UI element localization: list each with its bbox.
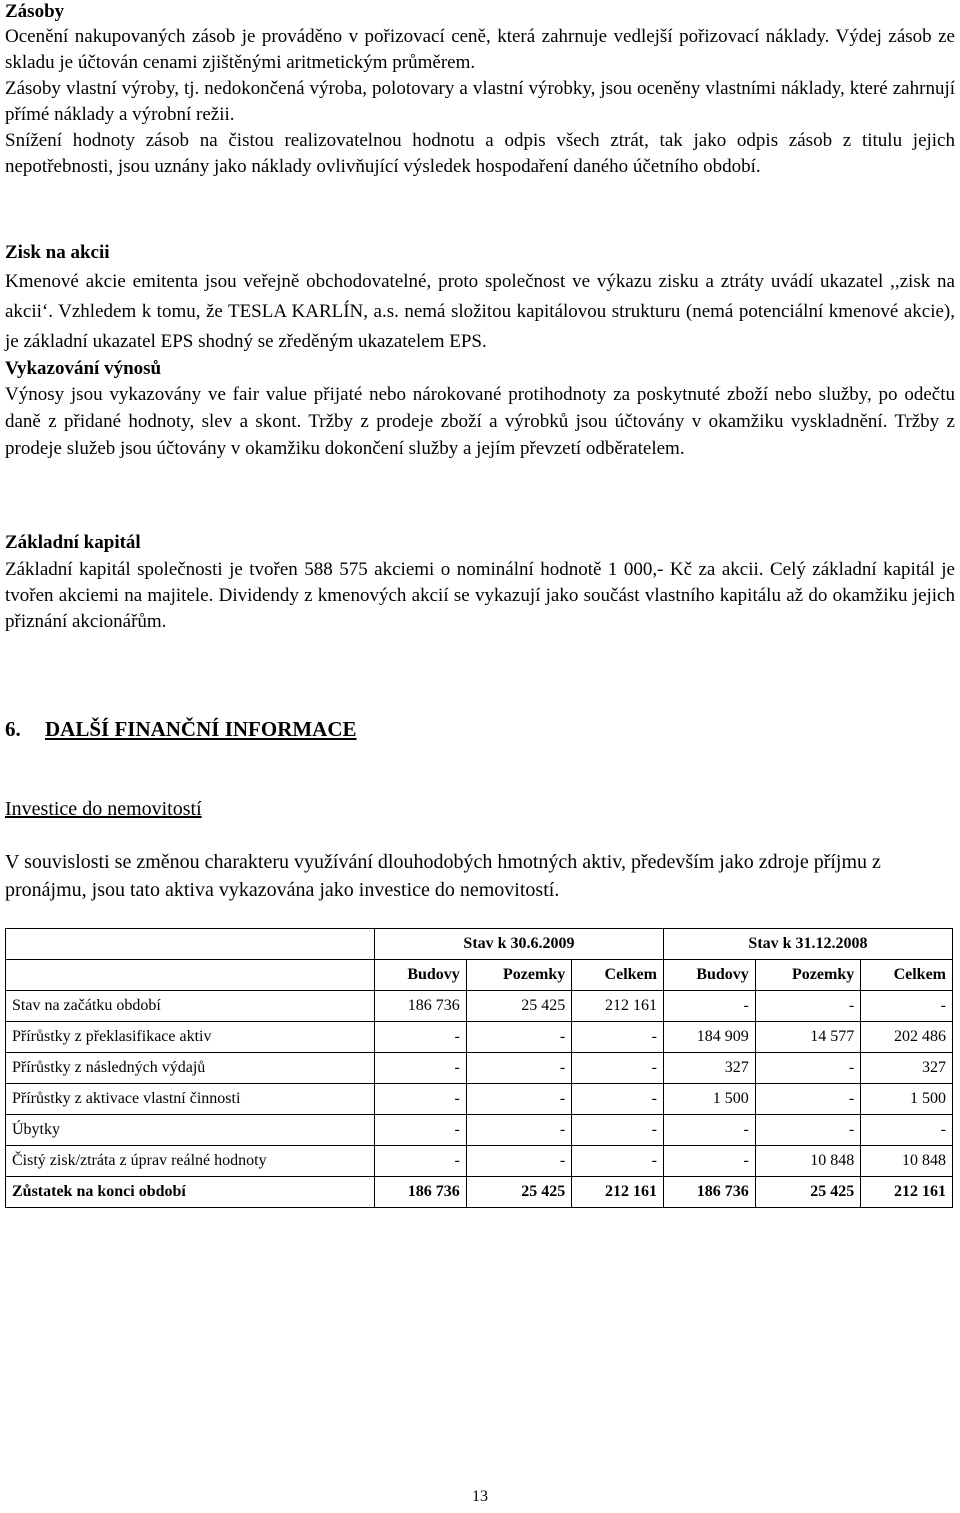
table-cell: - xyxy=(466,1022,571,1053)
table-row xyxy=(6,1022,953,1053)
section-zisk-na-akcii xyxy=(5,241,955,462)
table-cell: 212 161 xyxy=(861,1177,953,1208)
period-header-2: Stav k 31.12.2008 xyxy=(663,929,952,960)
table-cell: 10 848 xyxy=(755,1146,860,1177)
row-label: Úbytky xyxy=(6,1115,375,1146)
paragraph-zakladni-kapital: Základní kapitál společnosti je tvořen 588 575 akciemi o nominální hodnotě 1 000,- Kč za akcii. Celý základní kapitál je tvořen akciemi na majitele. Dividendy z kmenových akcií se vykazují jako součást vlastního kapitálu až do okamžiku jejich přiznání akcionářům. xyxy=(5,559,955,632)
heading-zasoby: Zásoby xyxy=(5,1,65,22)
heading-vykazovani-vynosu: Vykazování výnosů xyxy=(5,358,162,379)
table-cell: - xyxy=(466,1053,571,1084)
table-cell: - xyxy=(466,1115,571,1146)
table-cell: - xyxy=(663,1115,755,1146)
table-cell: - xyxy=(375,1084,467,1115)
heading-zakladni-kapital: Základní kapitál xyxy=(5,532,141,553)
investment-property-table xyxy=(5,928,953,1208)
row-label: Stav na začátku období xyxy=(6,991,375,1022)
table-cell: - xyxy=(755,1115,860,1146)
table-cell: 186 736 xyxy=(375,1177,467,1208)
table-cell: 14 577 xyxy=(755,1022,860,1053)
table-cell: - xyxy=(375,1022,467,1053)
table-cell: 25 425 xyxy=(466,991,571,1022)
column-header: Budovy xyxy=(375,960,467,991)
table-cell: 202 486 xyxy=(861,1022,953,1053)
section-zasoby xyxy=(5,0,955,180)
table-header-columns xyxy=(6,960,953,991)
row-label: Čistý zisk/ztráta z úprav reálné hodnoty xyxy=(6,1146,375,1177)
table-cell: 186 736 xyxy=(375,991,467,1022)
table-header-periods xyxy=(6,929,953,960)
table-cell: 10 848 xyxy=(861,1146,953,1177)
table-header-blank xyxy=(6,929,375,960)
table-cell: 25 425 xyxy=(755,1177,860,1208)
column-header: Celkem xyxy=(861,960,953,991)
row-label: Přírůstky z aktivace vlastní činnosti xyxy=(6,1084,375,1115)
table-cell: 186 736 xyxy=(663,1177,755,1208)
table-cell: 327 xyxy=(663,1053,755,1084)
heading-investice-do-nemovitosti: Investice do nemovitostí xyxy=(5,798,202,820)
table-cell: - xyxy=(466,1084,571,1115)
section-number: 6. xyxy=(5,717,21,741)
table-cell: - xyxy=(375,1115,467,1146)
table-row-total xyxy=(6,1177,953,1208)
paragraph-zasoby-1: Ocenění nakupovaných zásob je prováděno v pořizovací ceně, která zahrnuje vedlejší pořizovací náklady. Výdej zásob ze skladu je účtován cenami zjištěnými aritmetickým průměrem. xyxy=(5,26,955,73)
column-header: Budovy xyxy=(663,960,755,991)
table-cell: 1 500 xyxy=(861,1084,953,1115)
column-header: Pozemky xyxy=(466,960,571,991)
row-label: Přírůstky z překlasifikace aktiv xyxy=(6,1022,375,1053)
table-cell: - xyxy=(466,1146,571,1177)
table-cell: - xyxy=(572,1115,664,1146)
table-cell: 25 425 xyxy=(466,1177,571,1208)
section-6-title xyxy=(5,715,955,743)
table-row xyxy=(6,1146,953,1177)
table-cell: 212 161 xyxy=(572,991,664,1022)
page-number: 13 xyxy=(472,1488,488,1505)
subsection-investice-text xyxy=(5,848,955,904)
table-cell: - xyxy=(755,1084,860,1115)
heading-zisk-na-akcii: Zisk na akcii xyxy=(5,242,110,263)
row-label: Přírůstky z následných výdajů xyxy=(6,1053,375,1084)
period-header-1: Stav k 30.6.2009 xyxy=(375,929,664,960)
section-title: DALŠÍ FINANČNÍ INFORMACE xyxy=(45,717,357,741)
table-cell: 184 909 xyxy=(663,1022,755,1053)
table-cell: - xyxy=(572,1053,664,1084)
table-cell: - xyxy=(572,1146,664,1177)
table-cell: - xyxy=(755,1053,860,1084)
table-row xyxy=(6,1084,953,1115)
row-label: Zůstatek na konci období xyxy=(6,1177,375,1208)
paragraph-investice: V souvislosti se změnou charakteru využívání dlouhodobých hmotných aktiv, především jako zdroje příjmu z pronájmu, jsou tato aktiva vykazována jako investice do nemovitostí. xyxy=(5,851,881,901)
section-zakladni-kapital xyxy=(5,531,955,635)
table-cell: - xyxy=(375,1146,467,1177)
table-cell: - xyxy=(572,1022,664,1053)
table-cell: - xyxy=(375,1053,467,1084)
table-cell: - xyxy=(572,1084,664,1115)
table-cell: 327 xyxy=(861,1053,953,1084)
table-row xyxy=(6,1053,953,1084)
table-cell: 212 161 xyxy=(572,1177,664,1208)
table-cell: 1 500 xyxy=(663,1084,755,1115)
table-row xyxy=(6,991,953,1022)
table-cell: - xyxy=(755,991,860,1022)
paragraph-zisk-na-akcii: Kmenové akcie emitenta jsou veřejně obchodovatelné, proto společnost ve výkazu zisku a ztráty uvádí ukazatel ,,zisk na akcii‘. Vzhledem k tomu, že TESLA KARLÍN, a.s. nemá složitou kapitálovou strukturu (nemá potenciální kmenové akcie), je základní ukazatel EPS shodný se zředěným ukazatelem EPS. xyxy=(5,271,955,352)
table-cell: - xyxy=(663,1146,755,1177)
table-cell: - xyxy=(663,991,755,1022)
column-header: Pozemky xyxy=(755,960,860,991)
paragraph-zasoby-2: Zásoby vlastní výroby, tj. nedokončená výroba, polotovary a vlastní výrobky, jsou oceněny vlastními náklady, které zahrnují přímé náklady a výrobní režii. xyxy=(5,78,955,125)
table-cell: - xyxy=(861,1115,953,1146)
paragraph-vykazovani-vynosu: Výnosy jsou vykazovány ve fair value přijaté nebo nárokované protihodnoty za poskytnuté zboží nebo služby, po odečtu daně z přidané hodnoty, slev a skont. Tržby z prodeje zboží a výrobků jsou účtovány v okamžiku vyskladnění. Tržby z prodeje služeb jsou účtovány v okamžiku dokončení služby a jejím převzetí odběratelem. xyxy=(5,384,955,459)
table-cell: - xyxy=(861,991,953,1022)
paragraph-zasoby-3: Snížení hodnoty zásob na čistou realizovatelnou hodnotu a odpis všech ztrát, tak jako odpis zásob z titulu jejich nepotřebnosti, jsou uznány jako náklady ovlivňující výsledek hospodaření daného účetního období. xyxy=(5,130,955,177)
table-row xyxy=(6,1115,953,1146)
column-header: Celkem xyxy=(572,960,664,991)
table-header-blank xyxy=(6,960,375,991)
subsection-investice-heading xyxy=(5,795,955,823)
